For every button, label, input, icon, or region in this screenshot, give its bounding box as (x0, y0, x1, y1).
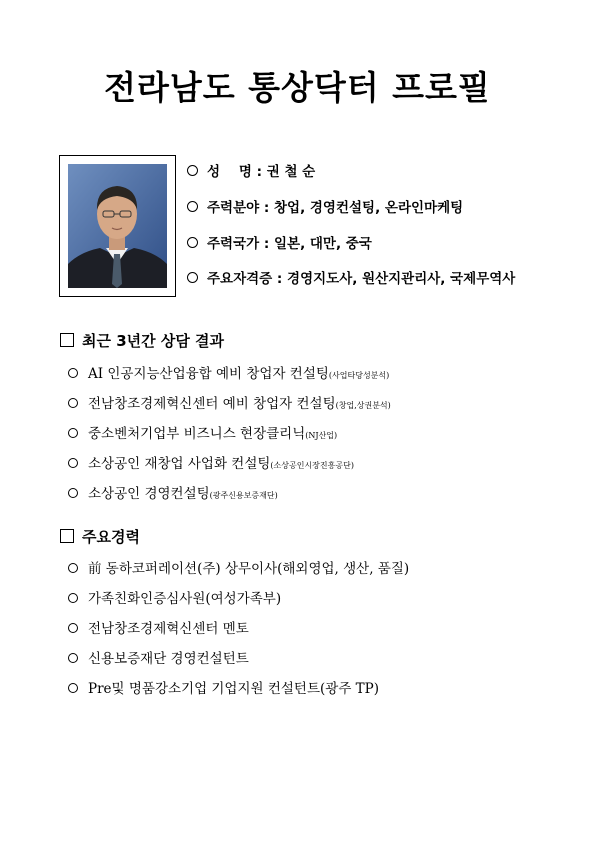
countries-label: 주력국가 (207, 236, 260, 252)
certificates-value: 경영지도사, 원산지관리사, 국제무역사 (287, 271, 516, 287)
bullet-circle-icon (68, 653, 78, 663)
separator: : (251, 164, 267, 180)
name-value: 권 철 순 (266, 164, 316, 180)
profile-row-certificates (187, 267, 515, 287)
section-heading-consulting (60, 330, 224, 351)
bullet-circle-icon (68, 623, 78, 633)
bullet-circle-icon (68, 488, 78, 498)
list-item (68, 452, 354, 472)
profile-row-countries (187, 232, 372, 252)
bullet-circle-icon (68, 563, 78, 573)
profile-photo (68, 164, 167, 288)
bullet-circle-icon (68, 398, 78, 408)
list-item (68, 392, 391, 412)
item-text: 전남창조경제혁신센터 멘토 (88, 621, 249, 637)
list-item (68, 677, 379, 697)
profile-row-field (187, 196, 463, 216)
bullet-circle-icon (187, 237, 198, 248)
list-item (68, 557, 409, 577)
bullet-circle-icon (68, 368, 78, 378)
item-text: 중소벤처기업부 비즈니스 현장클리닉 (88, 426, 306, 442)
list-item (68, 587, 281, 607)
item-text: 소상공인 재창업 사업화 컨설팅 (88, 456, 271, 472)
item-text: 前 동하코퍼레이션(주) 상무이사(해외영업, 생산, 품질) (88, 561, 410, 577)
profile-photo-frame (59, 155, 176, 297)
item-note: (광주신용보증재단) (209, 491, 278, 500)
name-label: 성 명 (207, 164, 252, 180)
page-title: 전라남도 통상닥터 프로필 (104, 68, 491, 107)
certificates-label: 주요자격증 (207, 271, 273, 287)
item-note: (NJ산업) (305, 431, 338, 440)
bullet-circle-icon (68, 683, 78, 693)
item-note: (소상공인시장진흥공단) (270, 461, 354, 470)
list-item (68, 617, 249, 637)
list-item (68, 362, 389, 382)
section-heading-career (60, 526, 140, 547)
field-label: 주력분야 (207, 200, 260, 216)
checkbox-square-icon (60, 529, 74, 543)
bullet-circle-icon (187, 272, 198, 283)
item-note: (창업,상권분석) (335, 401, 391, 410)
bullet-circle-icon (68, 458, 78, 468)
item-text: Pre및 명품강소기업 기업지원 컨설턴트(광주 TP) (88, 681, 380, 697)
item-note: (사업타당성분석) (328, 371, 390, 380)
field-value: 창업, 경영컨설팅, 온라인마케팅 (273, 200, 464, 216)
item-text: 가족친화인증심사원(여성가족부) (88, 591, 282, 607)
list-item (68, 482, 278, 502)
checkbox-square-icon (60, 333, 74, 347)
separator: : (272, 271, 288, 287)
item-text: 신용보증재단 경영컨설턴트 (88, 651, 249, 667)
countries-value: 일본, 대만, 중국 (273, 236, 372, 252)
list-item (68, 647, 249, 667)
section-title: 주요경력 (82, 528, 140, 546)
item-text: AI 인공지능산업융합 예비 창업자 컨설팅 (88, 366, 329, 382)
item-text: 소상공인 경영컨설팅 (88, 486, 210, 502)
list-item (68, 422, 337, 442)
bullet-circle-icon (68, 428, 78, 438)
bullet-circle-icon (68, 593, 78, 603)
item-text: 전남창조경제혁신센터 예비 창업자 컨설팅 (88, 396, 336, 412)
profile-row-name (187, 160, 315, 180)
bullet-circle-icon (187, 201, 198, 212)
separator: : (259, 236, 274, 252)
section-title: 최근 3년간 상담 결과 (82, 332, 225, 350)
bullet-circle-icon (187, 165, 198, 176)
separator: : (259, 200, 274, 216)
